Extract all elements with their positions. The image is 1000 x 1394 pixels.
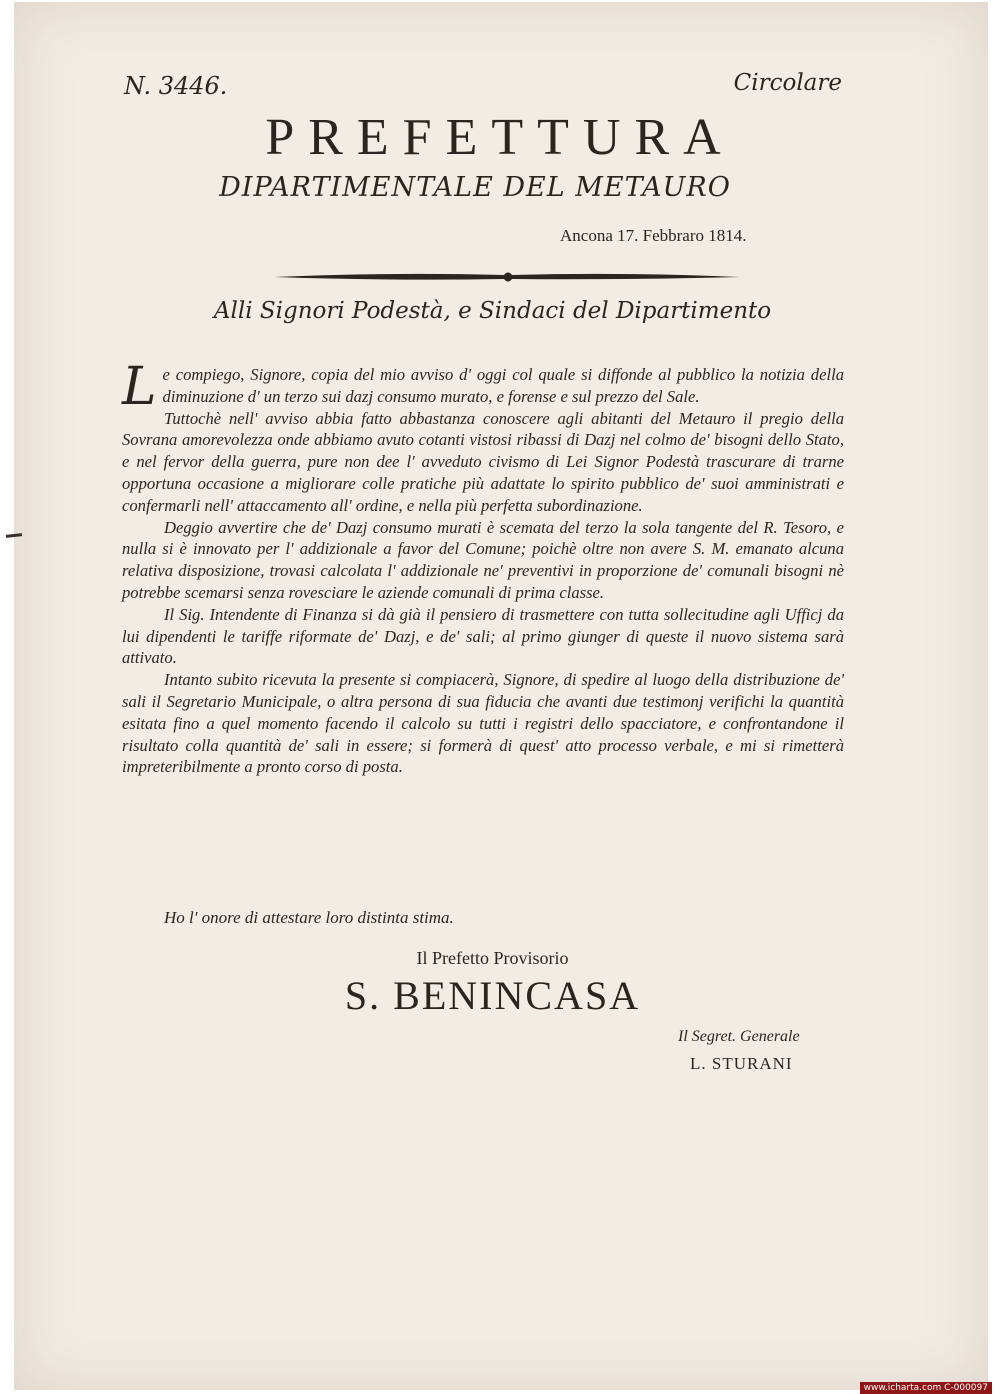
document-type: Circolare <box>733 70 842 96</box>
decorative-rule <box>272 268 742 286</box>
paragraph-4: Il Sig. Intendente di Finanza si dà già il pensiero di trasmettere con tutta sollecitudine agli Uffic​j da lui dipendenti le tariffe riformate de' Dazj, e de' sali; al primo giunger di queste il nuovo sistema sarà attivato. <box>122 604 844 668</box>
closing-line: Ho l' onore di attestare loro distinta stima. <box>164 908 454 927</box>
document-subtitle: DIPARTIMENTALE DEL METAURO <box>219 172 731 203</box>
prefect-role: Il Prefetto Provisorio <box>416 948 569 968</box>
paragraph-1-text: e compiego, Signore, copia del mio avviso d' oggi col quale si diffonde al pubblico la notizia della diminuzione d' un terzo sui dazj consumo murato, e forense e sul prezzo del Sale. <box>162 365 844 406</box>
paragraph-2: Tuttochè nell' avviso abbia fatto abbastanza conoscere agli abitanti del Metauro il pregio della Sovrana amorevolezza onde abbiamo avuto cotanti vistosi ribassi di Dazj nel colmo de' bisogni dello Stato, e nel fervor della guerra, pure non dee l' avveduto civismo di Lei Signor Podestà trascurare di trarne opportuna occasione a migliorare colle pratiche più adattate lo spirito pubblico de' suoi amministrati e confermarli nell' attaccamento all' ordine, e nella più perfetta subordinazione. <box>122 408 844 515</box>
prefect-name: S. BENINCASA <box>344 973 641 1018</box>
paragraph-1 <box>122 357 844 417</box>
addressee-line: Alli Signori Podestà, e Sindaci del Dipartimento <box>213 298 772 324</box>
letter-body <box>122 357 844 778</box>
secretary-name: L. STURANI <box>690 1054 793 1073</box>
circular-number: N. 3446. <box>124 72 228 100</box>
watermark-label: www.icharta.com C-000097 <box>860 1382 992 1394</box>
document-date: Ancona 17. Febbraro 1814. <box>560 226 747 245</box>
document-title: PREFETTURA <box>265 109 735 166</box>
paragraph-3: Deggio avvertire che de' Dazj consumo murati è scemata del terzo la sola tangente del R. Tesoro, e nulla si è innovato per l' addizionale a favor del Comune; poichè oltre non avere S. M. emanato alcuna relativa disposizione, trovasi calcolata l' addizionale ne' preventivi in proporzione de' comunali bisogni nè potrebbe scemarsi senza rovesciare le aziende comunali di prima classe. <box>122 517 844 602</box>
drop-cap: L <box>122 357 157 417</box>
secretary-role: Il Segret. Generale <box>678 1028 800 1045</box>
paragraph-5: Intanto subito ricevuta la presente si compiacerà, Signore, di spedire al luogo della distribuzione de' sali il Segretario Municipale, o altra persona di sua fiducia che avanti due testimonj verifichi la quantità esitata fino a quel momento facendo il calcolo su tutti i registri dello spacciatore, e confrontandone il risultato colla quantità de' sali in essere; si formerà di quest' atto processo verbale, e mi si rimetterà impreteribilmente a pronto corso di posta. <box>122 670 844 777</box>
